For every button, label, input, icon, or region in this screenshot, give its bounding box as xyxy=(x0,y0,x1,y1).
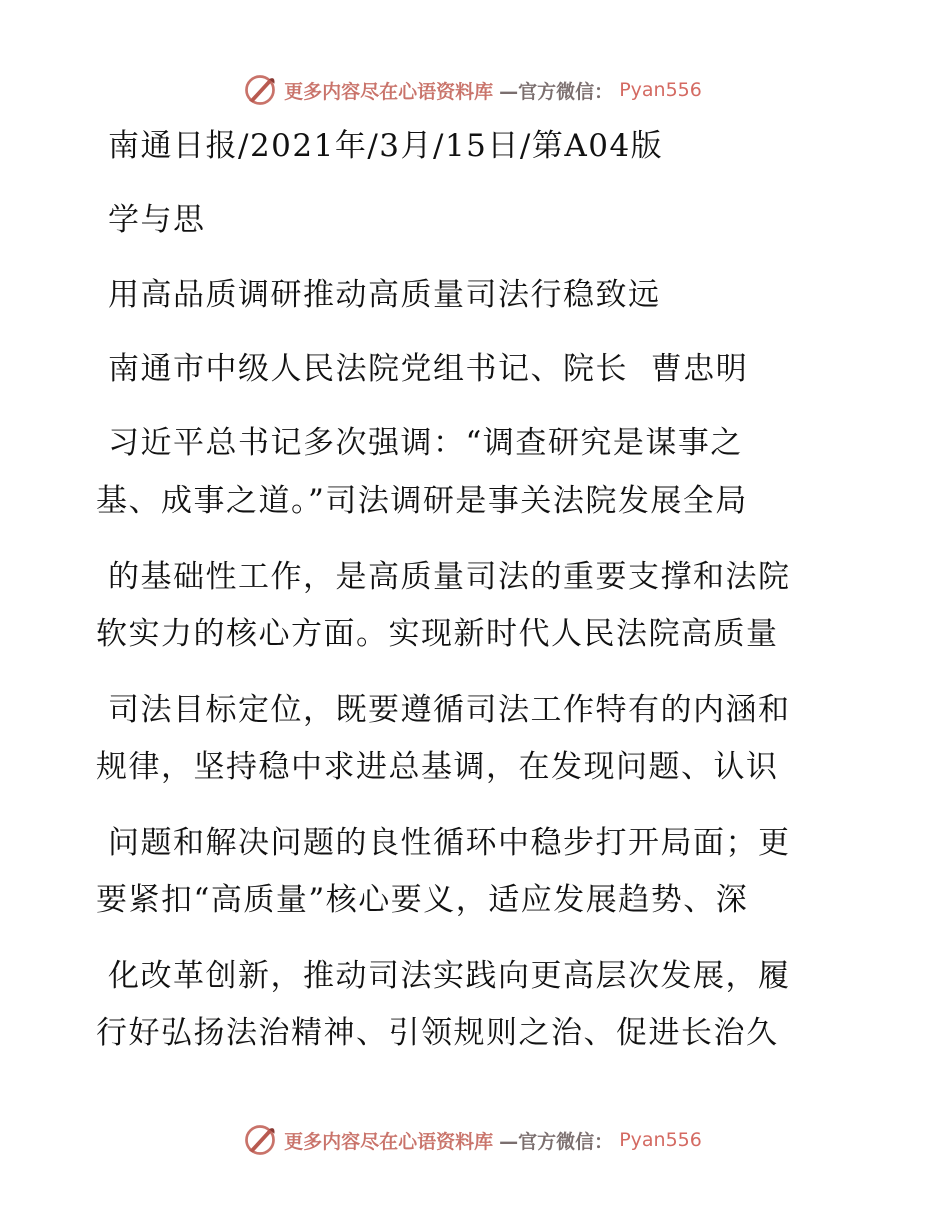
article-author: 南通市中级人民法院党组书记、院长 曹忠明 xyxy=(108,351,749,387)
body-line: 化改革创新，推动司法实践向更高层次发展，履 xyxy=(108,958,791,994)
article-title: 用高品质调研推动高质量司法行稳致远 xyxy=(108,277,661,313)
body-line: 习近平总书记多次强调：“调查研究是谋事之 xyxy=(108,425,743,461)
watermark-bottom xyxy=(0,1120,950,1160)
watermark-content xyxy=(242,1122,702,1158)
body-line: 的基础性工作，是高质量司法的重要支撑和法院 xyxy=(108,559,791,595)
body-line: 行好弘扬法治精神、引领规则之治、促进长治久 xyxy=(96,1015,779,1051)
watermark-dash-text: —官方微信： xyxy=(499,80,614,103)
watermark-main-text: 更多内容尽在心语资料库 xyxy=(284,1130,494,1153)
watermark-wechat-id: Pyan556 xyxy=(619,79,702,101)
body-line: 基、成事之道。”司法调研是事关法院发展全局 xyxy=(96,483,748,519)
feather-pen-logo-icon xyxy=(242,1122,278,1158)
watermark-main-text: 更多内容尽在心语资料库 xyxy=(284,80,494,103)
article-source: 南通日报/2021年/3月/15日/第A04版 xyxy=(108,128,664,164)
body-line: 规律，坚持稳中求进总基调，在发现问题、认识 xyxy=(96,749,779,785)
watermark-dash-text: —官方微信： xyxy=(499,1130,614,1153)
body-line: 司法目标定位，既要遵循司法工作特有的内涵和 xyxy=(108,692,791,728)
watermark-content xyxy=(242,72,702,108)
feather-pen-logo-icon xyxy=(242,72,278,108)
body-line: 要紧扣“高质量”核心要义，适应发展趋势、深 xyxy=(96,882,749,918)
body-line: 问题和解决问题的良性循环中稳步打开局面；更 xyxy=(108,825,791,861)
body-line: 软实力的核心方面。实现新时代人民法院高质量 xyxy=(96,616,779,652)
article-column: 学与思 xyxy=(108,202,206,238)
watermark-top xyxy=(0,70,950,110)
watermark-wechat-id: Pyan556 xyxy=(619,1129,702,1151)
